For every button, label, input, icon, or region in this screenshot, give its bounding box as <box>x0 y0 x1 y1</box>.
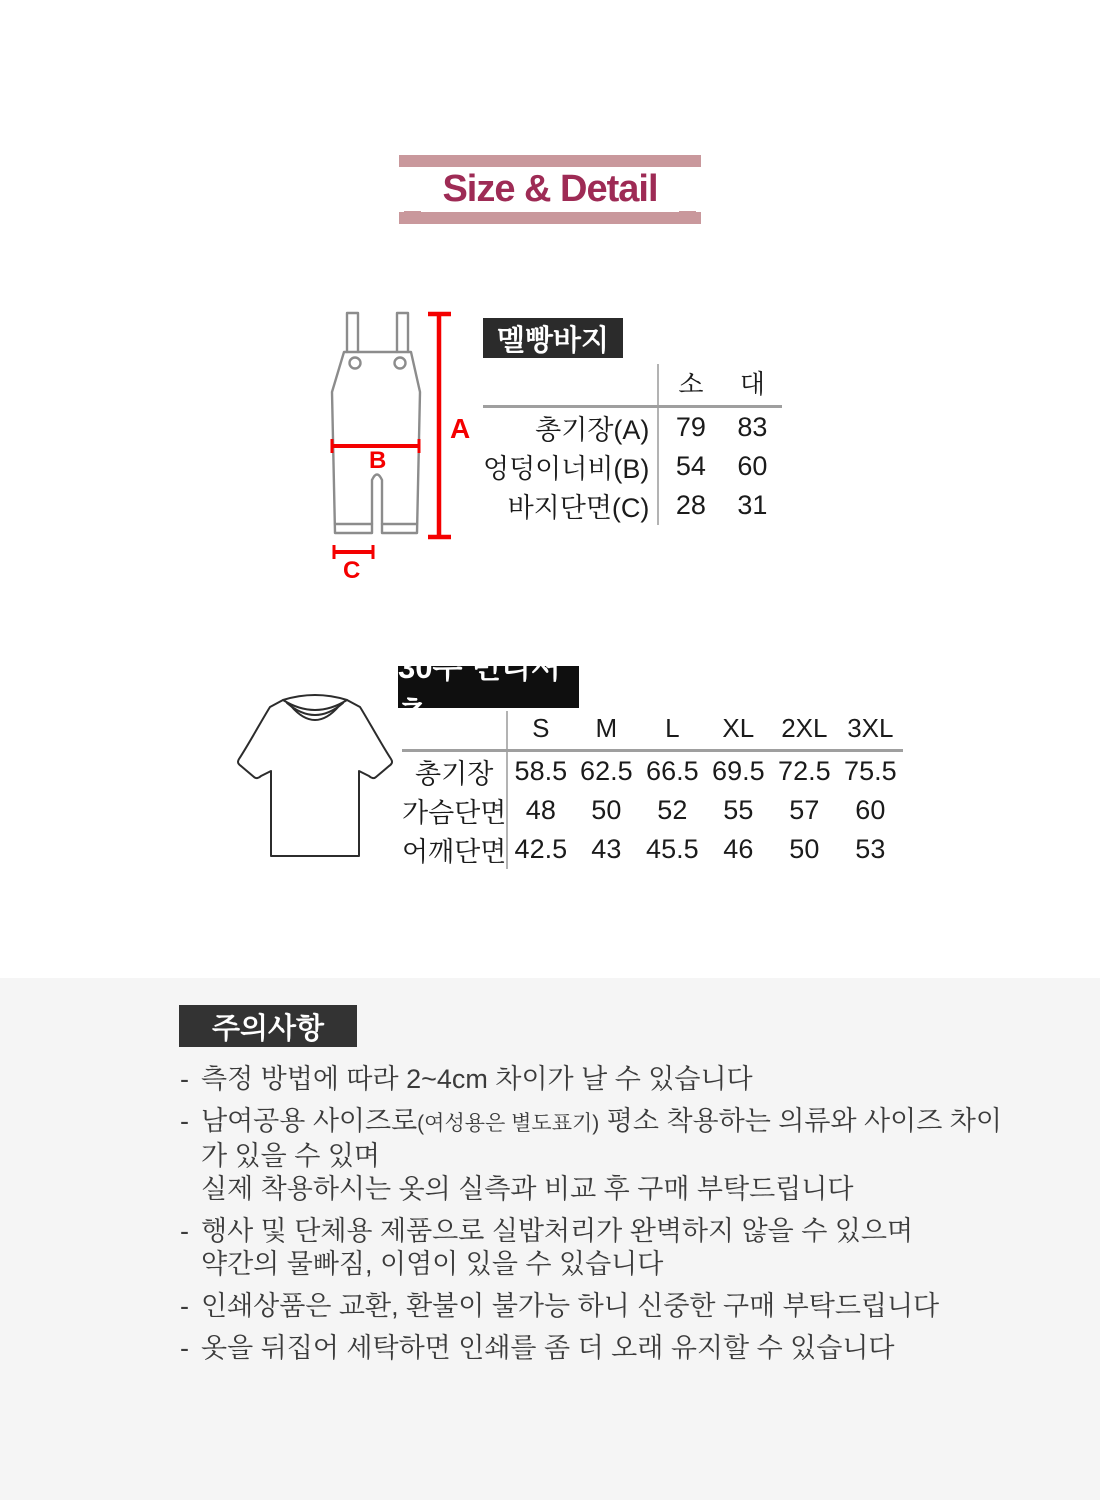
tshirt-title-badge: 30수 면티셔츠 <box>398 666 579 708</box>
notice-text: 인쇄상품은 교환, 환불이 불가능 하니 신중한 구매 부탁드립니다 <box>201 1291 940 1321</box>
notice-text: 옷을 뒤집어 세탁하면 인쇄를 좀 더 오래 유지할 수 있습니다 <box>201 1333 895 1363</box>
cell-value: 57 <box>789 795 820 825</box>
col-header: 2XL <box>771 711 837 751</box>
col-header: 대 <box>722 364 782 407</box>
measurement-label-c: C <box>343 557 361 584</box>
cell-value: 52 <box>657 795 688 825</box>
cell-value: 46 <box>723 834 754 864</box>
row-label: 어깨단면 <box>402 837 507 867</box>
overalls-strap-left <box>347 313 358 352</box>
cell-value: 75.5 <box>844 756 897 786</box>
cell-value: 28 <box>658 486 722 525</box>
cell-value: 53 <box>855 834 886 864</box>
empty-corner-cell <box>483 364 658 407</box>
overalls-body-outline <box>332 352 420 533</box>
table-header-row <box>402 711 903 751</box>
cell-value: 42.5 <box>507 830 573 869</box>
row-label: 총기장 <box>415 759 494 789</box>
cell-value: 69.5 <box>712 756 765 786</box>
table-row <box>402 751 903 792</box>
notice-text: 실제 착용하시는 옷의 실측과 비교 후 구매 부탁드립니다 <box>201 1174 854 1204</box>
page-title: Size & Detail <box>399 167 701 211</box>
notice-text-small: (여성용은 별도표기) <box>417 1112 600 1135</box>
cell-value: 50 <box>789 834 820 864</box>
cell-value: 48 <box>507 791 573 830</box>
table-row <box>402 791 903 830</box>
notice-text-part: 평소 착용하는 의류와 사이즈 차이가 있을 수 있며 <box>201 1106 1002 1171</box>
list-item <box>180 1290 1020 1323</box>
cell-value: 50 <box>591 795 622 825</box>
tshirt-diagram <box>225 680 405 872</box>
overalls-strap-right <box>397 313 408 352</box>
list-item <box>180 1105 1020 1206</box>
col-header: L <box>639 711 705 751</box>
notice-text-part: 남여공용 사이즈로 <box>201 1106 418 1136</box>
cell-value: 45.5 <box>646 834 699 864</box>
header-bar-bottom <box>399 212 701 224</box>
cell-value: 62.5 <box>580 756 633 786</box>
list-item <box>180 1063 1020 1096</box>
table-row <box>483 447 782 486</box>
table-header-row <box>483 364 782 407</box>
row-label: 엉덩이너비(B) <box>483 454 650 484</box>
list-item <box>180 1332 1020 1365</box>
bullet-dash: - <box>180 1291 189 1321</box>
table-row <box>483 407 782 448</box>
row-label: 총기장(A) <box>535 415 650 445</box>
list-item <box>180 1215 1020 1281</box>
cell-value: 66.5 <box>646 756 699 786</box>
cell-value: 83 <box>737 412 768 442</box>
notice-title-badge: 주의사항 <box>179 1005 357 1047</box>
table-row <box>483 486 782 525</box>
notice-text: 측정 방법에 따라 2~4cm 차이가 날 수 있습니다 <box>201 1064 753 1094</box>
measurement-label-b: B <box>369 447 387 474</box>
header-bar-top <box>399 155 701 167</box>
tshirt-size-table <box>402 711 903 869</box>
notice-section <box>0 978 1100 1500</box>
notice-text: 약간의 물빠짐, 이염이 있을 수 있습니다 <box>201 1249 664 1279</box>
cell-value: 60 <box>855 795 886 825</box>
overalls-diagram <box>293 288 478 593</box>
cell-value: 55 <box>723 795 754 825</box>
bullet-dash: - <box>180 1106 189 1136</box>
cell-value: 72.5 <box>778 756 831 786</box>
col-header: 3XL <box>837 711 903 751</box>
overalls-size-table <box>483 364 782 525</box>
notice-list <box>180 1063 1020 1374</box>
col-header: S <box>507 711 573 751</box>
notice-text <box>201 1105 1020 1173</box>
col-header: M <box>573 711 639 751</box>
row-label: 바지단면(C) <box>507 493 650 523</box>
bullet-dash: - <box>180 1333 189 1363</box>
cell-value: 54 <box>658 447 722 486</box>
overalls-title-badge: 멜빵바지 <box>483 318 623 358</box>
row-label: 가슴단면 <box>402 798 507 828</box>
cell-value: 58.5 <box>507 751 573 792</box>
col-header: XL <box>705 711 771 751</box>
cell-value: 31 <box>737 490 768 520</box>
header-decoration <box>399 155 701 225</box>
notice-text: 행사 및 단체용 제품으로 실밥처리가 완벽하지 않을 수 있으며 <box>201 1216 914 1246</box>
bullet-dash: - <box>180 1216 189 1246</box>
col-header: 소 <box>658 364 722 407</box>
bullet-dash: - <box>180 1064 189 1094</box>
table-row <box>402 830 903 869</box>
measurement-label-a: A <box>450 413 471 444</box>
cell-value: 79 <box>658 407 722 448</box>
cell-value: 60 <box>737 451 768 481</box>
empty-corner-cell <box>402 711 507 751</box>
cell-value: 43 <box>591 834 622 864</box>
